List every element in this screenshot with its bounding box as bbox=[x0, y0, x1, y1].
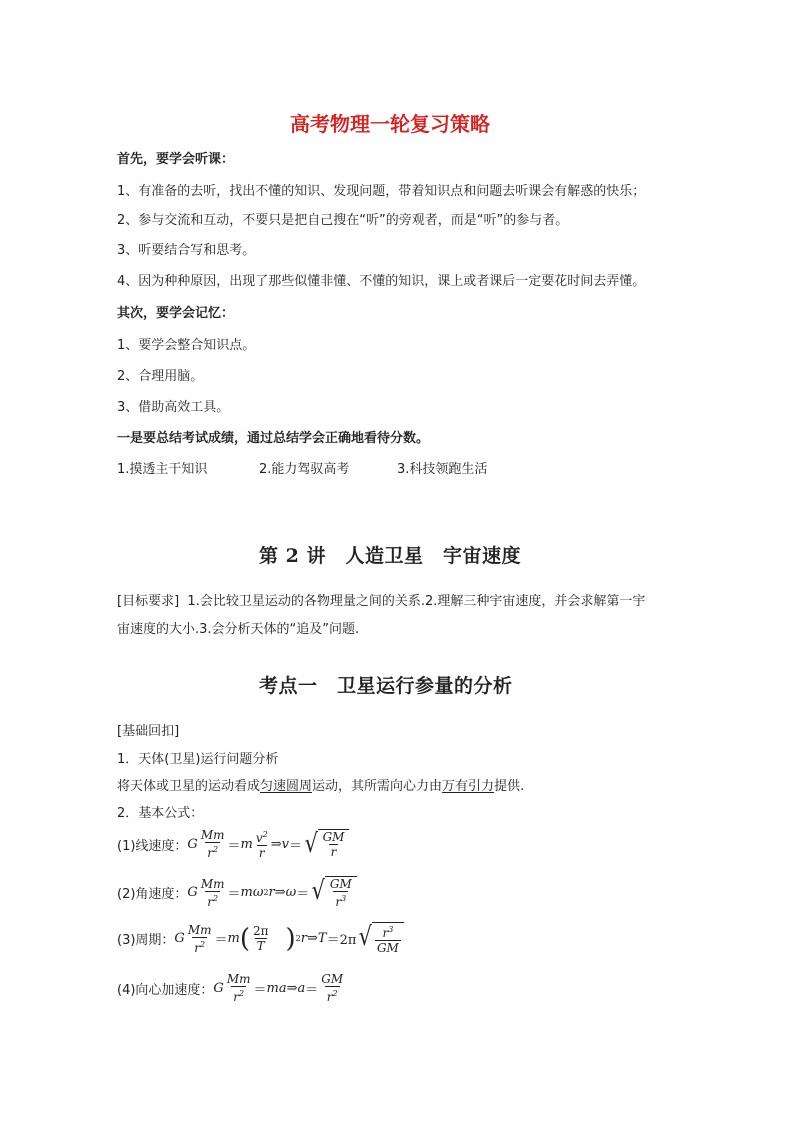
point-title: 考点一 卫星运行参量的分析 bbox=[259, 675, 513, 697]
blank-gravitation: 万有引力 bbox=[442, 779, 495, 794]
memory-item-2: 2、合理用脑。 bbox=[117, 369, 204, 384]
section-listen-heading: 首先，要学会听课： bbox=[117, 152, 235, 167]
basics-item-1-title: 1．天体(卫星)运行问题分析 bbox=[117, 752, 279, 767]
basics-item-2-title: 2．基本公式： bbox=[117, 806, 204, 821]
summary-line: 一是要总结考试成绩，通过总结学会正确地看待分数。 bbox=[117, 431, 430, 446]
formula-period: (3)周期： G $\frac{Mm}{r^2}$ ＝ m ( $\frac{2\pi}{T}$ ) 2 r ⇒ T ＝2π √ $\frac{r^3}{GM}$ bbox=[117, 922, 404, 955]
goal-line-2: 宙速度的大小.3.会分析天体的“追及”问题. bbox=[117, 622, 360, 637]
basics-label: [基础回扣] bbox=[117, 724, 180, 739]
formula-linear-velocity: (1)线速度： G $\frac{Mm}{r^2}$ ＝ m $\frac{v^2}{r}$ ⇒ v ＝ √ $\frac{GM}{r}$ bbox=[117, 828, 349, 860]
formula-4-label: (4)向心加速度： bbox=[117, 982, 214, 998]
link-core-knowledge[interactable]: 1.摸透主干知识 bbox=[117, 462, 208, 477]
listen-item-1: 1、有准备的去听，找出不懂的知识、发现问题，带着知识点和问题去听课会有解惑的快乐； bbox=[117, 184, 646, 199]
doc-title: 高考物理一轮复习策略 bbox=[290, 112, 490, 136]
listen-item-3: 3、听要结合写和思考。 bbox=[117, 243, 256, 258]
goal-line-1 bbox=[117, 590, 645, 609]
formula-1-label: (1)线速度： bbox=[117, 838, 188, 854]
link-exam-ability[interactable]: 2.能力驾驭高考 bbox=[259, 462, 350, 477]
formula-3-label: (3)周期： bbox=[117, 933, 175, 948]
blank-uniform-circular: 匀速圆周 bbox=[260, 779, 313, 794]
formula-angular-velocity: (2)角速度： G $\frac{Mm}{r^2}$ ＝ mω 2 r ⇒ ω ＝ √ $\frac{GM}{r^3}$ bbox=[117, 876, 357, 909]
memory-item-1: 1、要学会整合知识点。 bbox=[117, 338, 256, 353]
section-memory-heading: 其次，要学会记忆： bbox=[117, 306, 235, 321]
goal-text-1: 1.会比较卫星运动的各物理量之间的关系.2.理解三种宇宙速度，并会求解第一宇 bbox=[187, 594, 646, 609]
lecture-title: 第 2 讲 人造卫星 宇宙速度 bbox=[259, 545, 521, 567]
basics-item-1-text: 将天体或卫星的运动看成匀速圆周运动，其所需向心力由万有引力提供. bbox=[117, 779, 525, 794]
link-tech-life[interactable]: 3.科技领跑生活 bbox=[397, 462, 488, 477]
listen-item-2: 2、参与交流和互动，不要只是把自己搜在“听”的旁观者，而是“听”的参与者。 bbox=[117, 213, 569, 228]
goal-label: [目标要求] bbox=[117, 594, 180, 609]
memory-item-3: 3、借助高效工具。 bbox=[117, 400, 230, 415]
listen-item-4: 4、因为种种原因，出现了那些似懂非懂、不懂的知识，课上或者课后一定要花时间去弄懂。 bbox=[117, 274, 646, 289]
formula-2-label: (2)角速度： bbox=[117, 887, 188, 902]
formula-centripetal-acceleration: (4)向心加速度： G $\frac{Mm}{r^2}$ ＝ ma ⇒ a ＝ $\frac{GM}{r^2}$ bbox=[117, 972, 344, 1004]
